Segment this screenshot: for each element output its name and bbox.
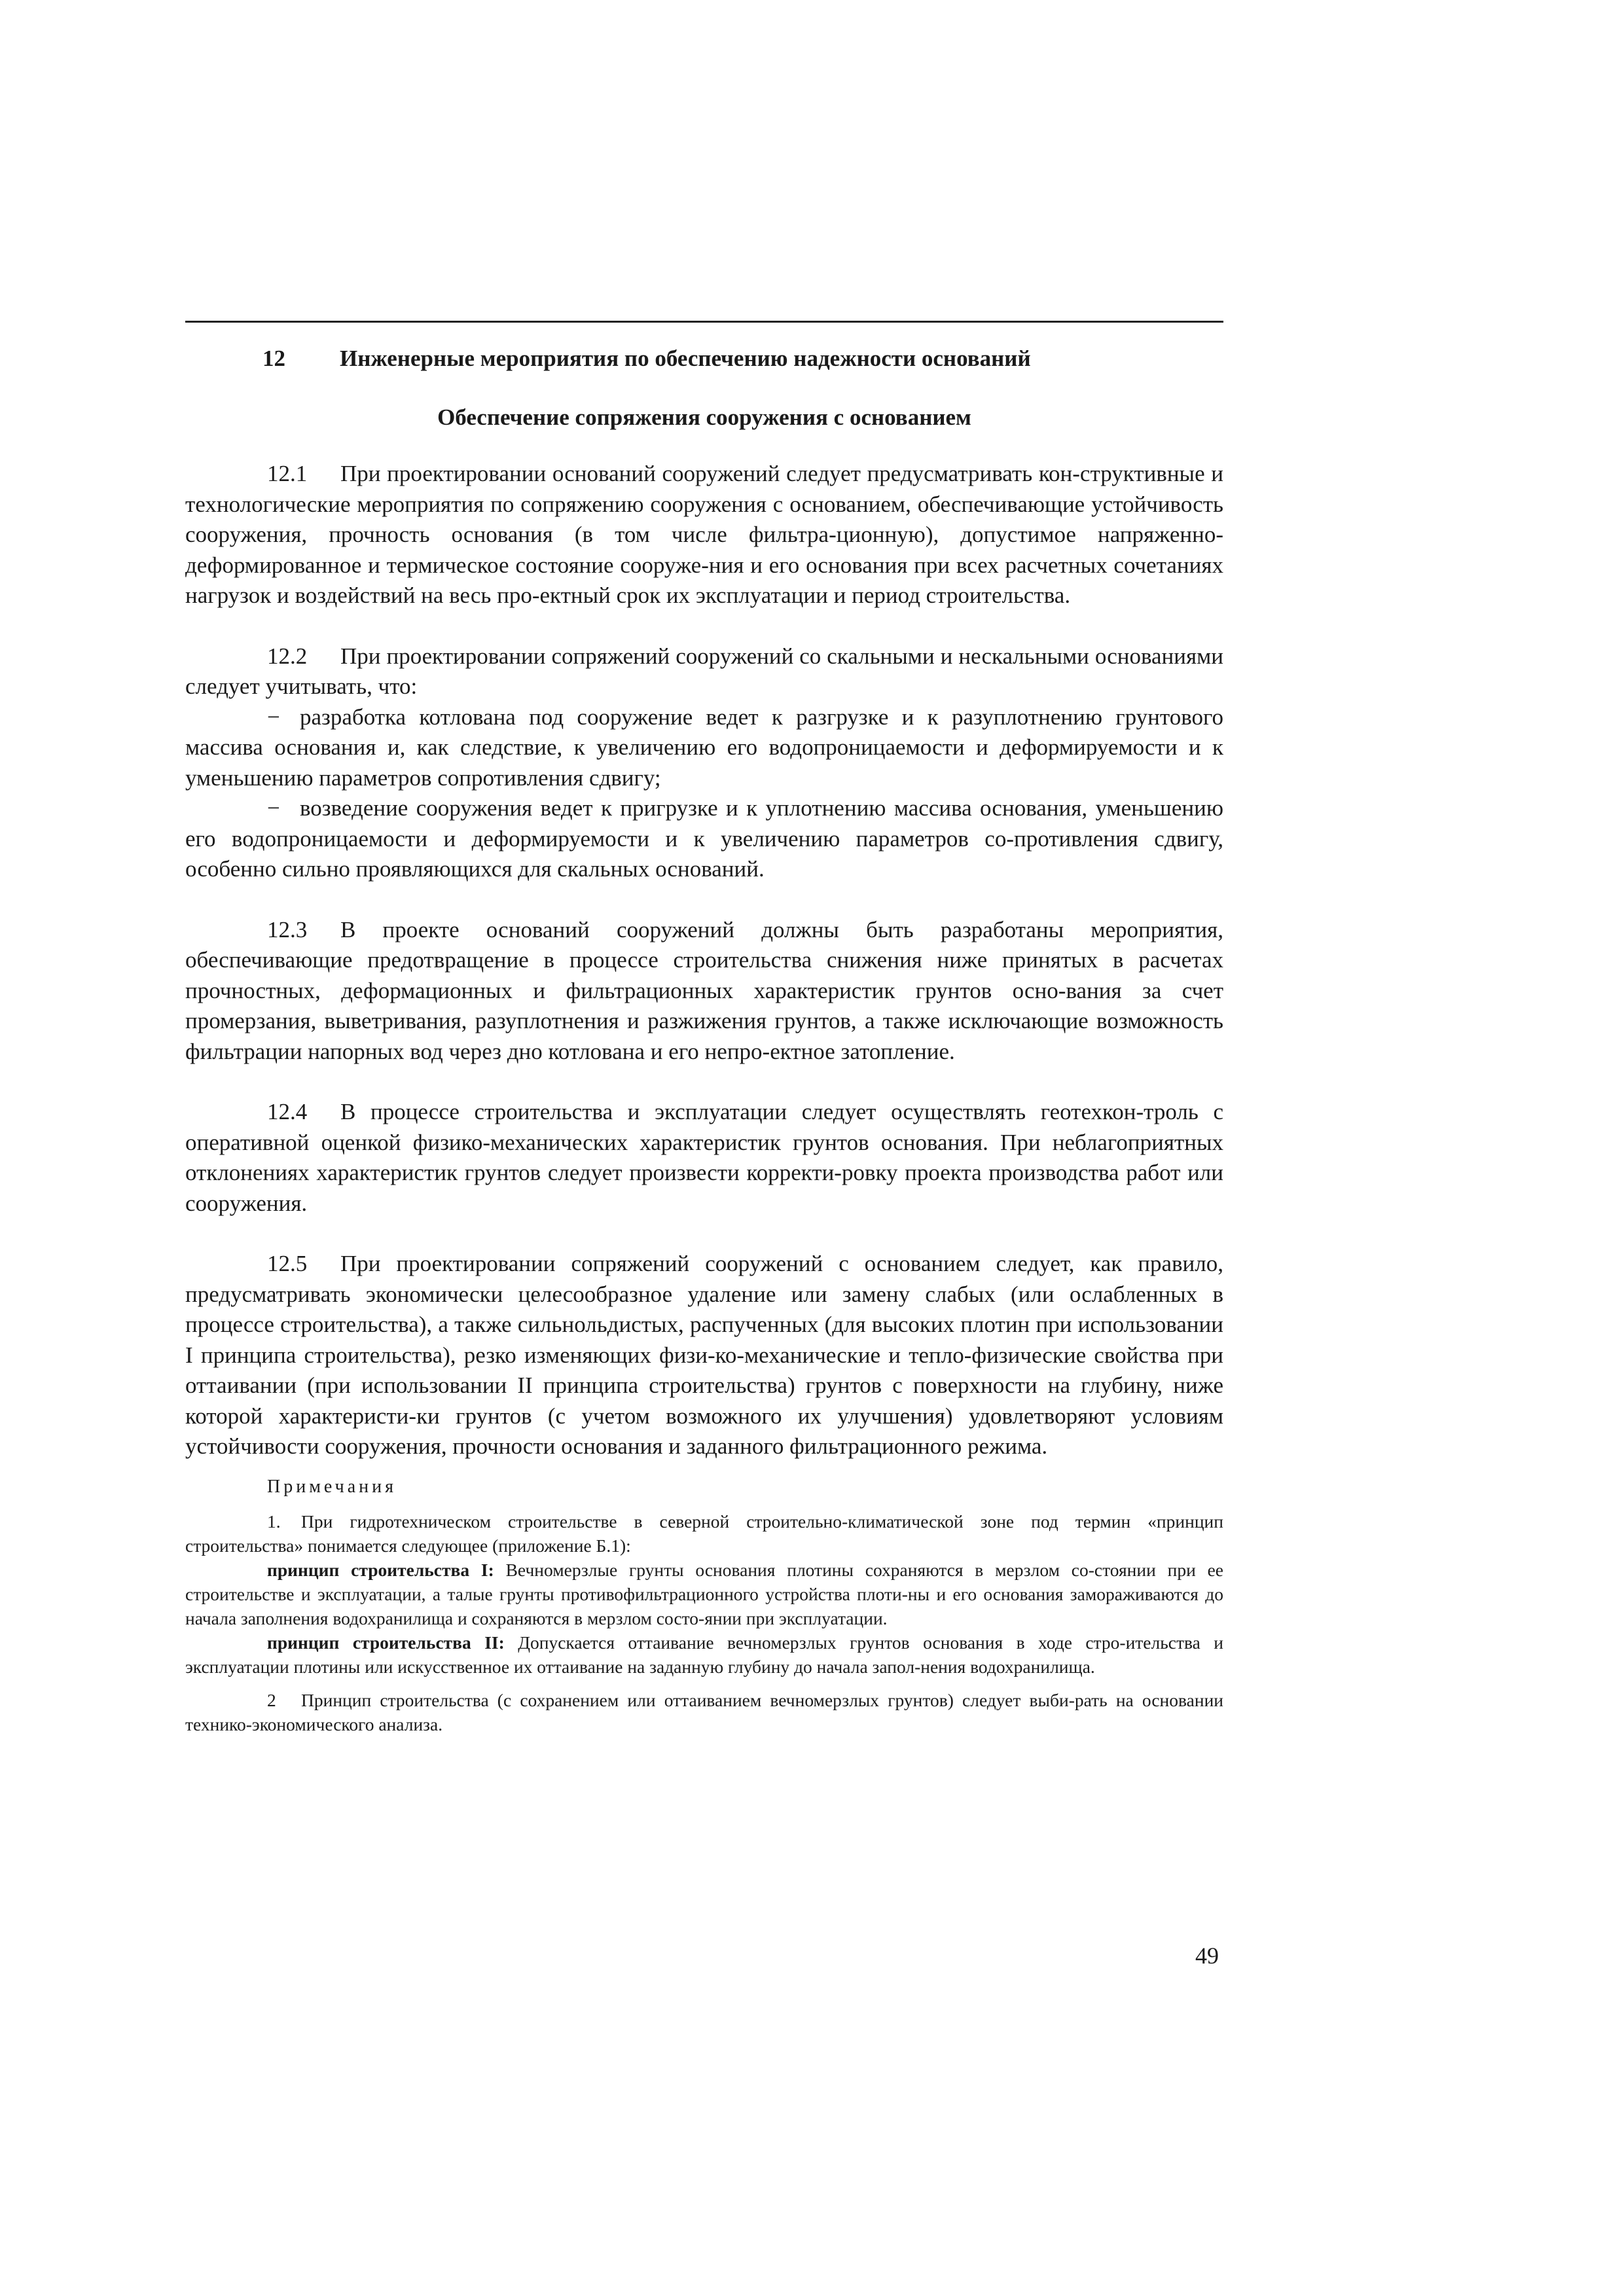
paragraph-number: 12.5	[267, 1251, 308, 1276]
dash-list	[185, 702, 1223, 885]
paragraph-number: 12.1	[267, 461, 308, 486]
dash-bullet: −	[267, 795, 280, 821]
paragraph-12-1	[185, 459, 1223, 611]
page-number: 49	[1195, 1943, 1219, 1969]
section-number: 12	[262, 346, 285, 371]
paragraph-text: В проекте оснований сооружений должны быть разработаны мероприятия, обеспечивающие предотвращение в процессе строительства снижения ниже принятых в расчетах прочностных, деформационных и фильтрационных характеристик грунтов осно-вания за счет промерзания, выветривания, разуплотнения и разжижения грунтов, а также исключающие возможность фильтрации напорных вод через дно котлована и его непро-ектное затопление.	[185, 916, 1223, 1064]
subheading: Обеспечение сопряжения сооружения с основанием	[437, 404, 971, 430]
paragraph-number: 12.2	[267, 643, 308, 669]
principle-2-label: принцип строительства II:	[267, 1632, 505, 1653]
notes-title: Примечания	[267, 1476, 397, 1497]
section-title: Инженерные мероприятия по обеспечению надежности оснований	[340, 346, 1031, 371]
dash-bullet: −	[267, 704, 280, 730]
paragraph-number: 12.4	[267, 1099, 308, 1124]
paragraph-12-5	[185, 1249, 1223, 1462]
list-item	[185, 793, 1223, 885]
note-number: 2	[267, 1689, 276, 1710]
paragraph-text: В процессе строительства и эксплуатации следует осуществлять геотехкон-троль с оперативной оценкой физико-механических характеристик грунтов основания. При неблагоприятных отклонениях характеристик грунтов следует произвести корректи-ровку проекта производства работ или сооружения.	[185, 1099, 1223, 1216]
note-number: 1.	[267, 1511, 281, 1532]
paragraph-text: При проектировании сопряжений сооружений с основанием следует, как правило, предусматривать экономически целесообразное удаление или замену слабых (или ослабленных в процессе строительства), а также сильнольдистых, распученных (для высоких плотин при использовании I принципа строительства), резко изменяющих физи-ко-механические и тепло-физические свойства при оттаивании (при использовании II принципа строительства) грунтов с поверхности на глубину, ниже которой характеристи-ки грунтов (с учетом возможного их улучшения) удовлетворяют условиям устойчивости сооружения, прочности основания и заданного фильтрационного режима.	[185, 1251, 1223, 1459]
note-text: Принцип строительства (с сохранением или оттаиванием вечномерзлых грунтов) следует выби-рать на основании технико-экономического анализа.	[185, 1689, 1223, 1734]
paragraph-text: При проектировании оснований сооружений следует предусматривать кон-структивные и технологические мероприятия по сопряжению сооружения с основанием, обеспечивающие устойчивость сооружения, прочность основания (в том числе фильтра-ционную), допустимое напряженно-деформированное и термическое состояние сооруже-ния и его основания при всех расчетных сочетаниях нагрузок и воздействий на весь про-ектный срок их эксплуатации и период строительства.	[185, 461, 1223, 608]
principle-1	[185, 1558, 1223, 1630]
note-1	[185, 1509, 1223, 1558]
note-text: При гидротехническом строительстве в северной строительно-климатической зоне под термин «принцип строительства» понимается следующее (приложение Б.1):	[185, 1511, 1223, 1556]
paragraph-12-4	[185, 1097, 1223, 1219]
paragraph-12-2	[185, 641, 1223, 702]
list-item	[185, 702, 1223, 794]
principle-2-text: Допускается оттаивание вечномерзлых грунтов основания в ходе стро-ительства и эксплуатации плотины или искусственное их оттаивание на заданную глубину до начала запол-нения водохранилища.	[185, 1632, 1224, 1677]
paragraph-12-3	[185, 915, 1223, 1067]
paragraph-text: При проектировании сопряжений сооружений со скальными и нескальными основаниями следует учитывать, что:	[185, 643, 1223, 699]
principle-1-label: принцип строительства I:	[267, 1559, 494, 1580]
principle-1-text: Вечномерзлые грунты основания плотины сохраняются в мерзлом со-стоянии при ее строительстве и эксплуатации, а талые грунты противофильтрационного устройства плоти-ны и его основания замораживаются до начала заполнения водохранилища и сохраняются в мерзлом состо-янии при эксплуатации.	[185, 1559, 1223, 1628]
principle-2	[185, 1630, 1223, 1679]
section-heading	[185, 344, 1223, 374]
note-2	[185, 1688, 1223, 1736]
page-content	[185, 321, 1223, 1736]
list-item-text: возведение сооружения ведет к пригрузке и к уплотнению массива основания, уменьшению его водопроницаемости и деформируемости и к увеличению параметров со-противления сдвигу, особенно сильно проявляющихся для скальных оснований.	[185, 795, 1223, 882]
list-item-text: разработка котлована под сооружение ведет к разгрузке и к разуплотнению грунтового массива основания и, как следствие, к увеличению его водопроницаемости и деформируемости и к уменьшению параметров сопротивления сдвигу;	[185, 704, 1223, 791]
header-rule	[185, 321, 1223, 323]
paragraph-number: 12.3	[267, 916, 308, 942]
